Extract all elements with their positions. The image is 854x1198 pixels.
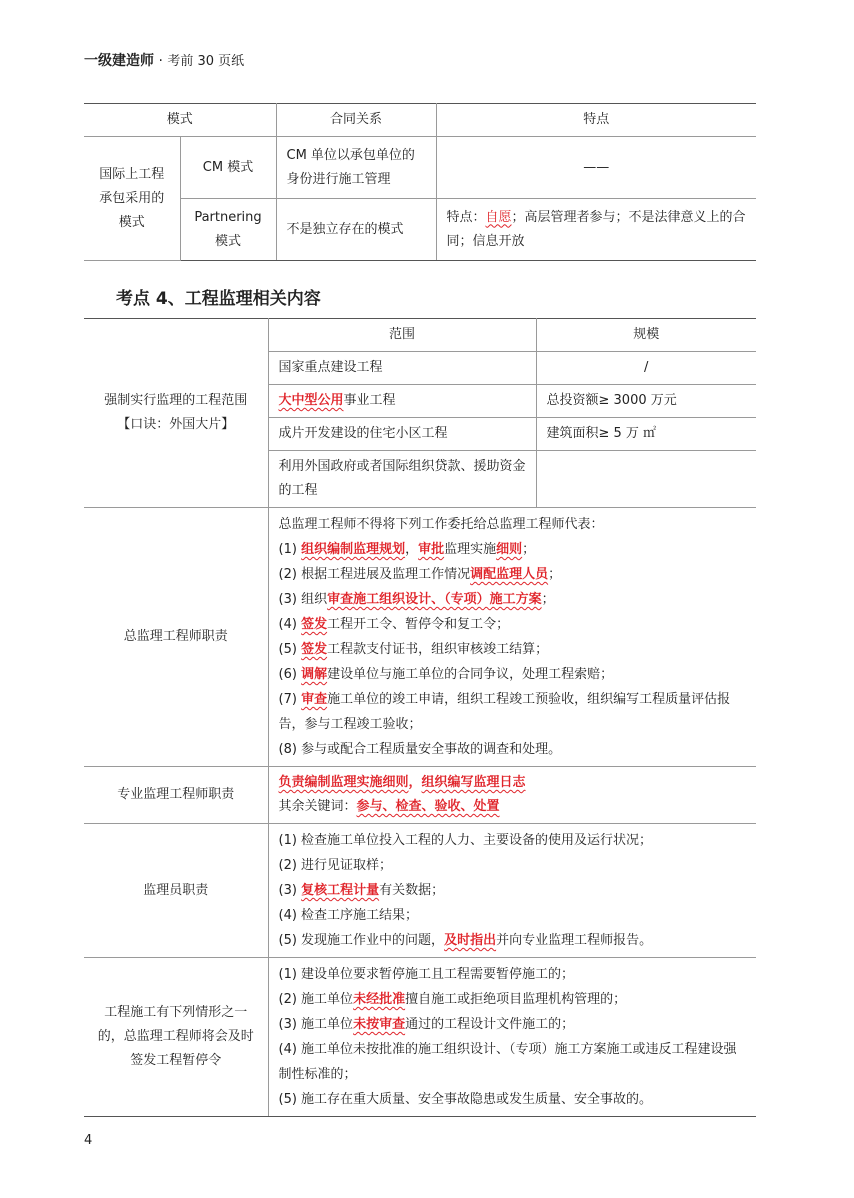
text: (5) 发现施工作业中的问题， [278, 933, 445, 948]
scope-cell: 利用外国政府或者国际组织贷款、援助资金的工程 [268, 451, 536, 508]
scale-cell [536, 451, 756, 508]
list-item [279, 587, 747, 612]
header-scale: 规模 [536, 319, 756, 352]
scale-cell: 建筑面积≥ 5 万 ㎡ [536, 418, 756, 451]
scope-label-cell [84, 319, 268, 508]
scale-cell: / [536, 352, 756, 385]
specialist-label: 专业监理工程师职责 [84, 767, 268, 824]
list-item: (1) 建设单位要求暂停施工且工程需要暂停施工的； [278, 967, 575, 982]
suspend-label: 工程施工有下列情形之一的，总监理工程师将会及时签发工程暂停令 [84, 958, 268, 1117]
item-number: (1) [278, 542, 297, 557]
list-item [279, 1012, 747, 1037]
item-number: (4) [278, 617, 297, 632]
text: 工程开工令、暂停令和复工令； [327, 617, 510, 632]
list-item [279, 771, 747, 795]
text: 根据工程进展及监理工作情况 [301, 567, 471, 582]
chief-label: 总监理工程师职责 [84, 508, 268, 767]
scope-cell [268, 385, 536, 418]
text: ， [405, 542, 419, 557]
feature-rest: ；高层管理者参与；不是法律意义上的合同；信息开放 [446, 209, 746, 249]
header-feature: 特点 [436, 104, 756, 137]
scope-rest: 事业工程 [343, 393, 396, 408]
text: 工程款支付证书，组织审核竣工结算； [327, 642, 549, 657]
chief-duties-row [84, 508, 756, 767]
specialist-duties-row [84, 767, 756, 824]
contract-cell: 不是独立存在的模式 [276, 199, 436, 261]
table-row [84, 199, 756, 261]
text: 有关数据； [379, 883, 445, 898]
highlight: 未按审查 [353, 1017, 406, 1032]
scope-cell: 国家重点建设工程 [268, 352, 536, 385]
item-number: (6) [278, 667, 297, 682]
header-contract: 合同关系 [276, 104, 436, 137]
highlight: 签发 [301, 642, 328, 657]
feature-cell [436, 199, 756, 261]
text: ； [541, 592, 555, 607]
text: 通过的工程设计文件施工的； [405, 1017, 575, 1032]
feature-highlight: 自愿 [485, 209, 512, 225]
list-item [279, 662, 747, 687]
text: 建设单位与施工单位的合同争议，处理工程索赔； [327, 667, 614, 682]
highlight: 调解 [301, 667, 328, 682]
item-number: (7) [278, 692, 297, 707]
suspend-conditions-cell [268, 958, 756, 1117]
supervision-table [84, 318, 756, 1117]
highlight: 组织编写监理日志 [421, 775, 526, 790]
suspend-order-row [84, 958, 756, 1117]
scope-cell: 成片开发建设的住宅小区工程 [268, 418, 536, 451]
text: 擅自施工或拒绝项目监理机构管理的； [405, 992, 627, 1007]
book-title: 一级建造师 [84, 53, 154, 69]
inspector-duties-row [84, 824, 756, 958]
list-item [279, 878, 747, 903]
highlight: 参与、检查、验收、处置 [356, 799, 500, 814]
specialist-duties-cell [268, 767, 756, 824]
text: ； [522, 542, 536, 557]
text: (3) 施工单位 [278, 1017, 354, 1032]
table-header-row [84, 104, 756, 137]
table-row [84, 137, 756, 199]
highlight: 审查施工组织设计、（专项）施工方案 [327, 592, 542, 607]
mode-cell: Partnering 模式 [180, 199, 276, 261]
contract-mode-table [84, 103, 756, 261]
scope-highlight: 大中型公用 [278, 393, 344, 408]
list-item: (5) 施工存在重大质量、安全事故隐患或发生质量、安全事故的。 [278, 1092, 653, 1107]
item-number: (3) [278, 592, 297, 607]
list-item: (4) 施工单位未按批准的施工组织设计、（专项）施工方案施工或违反工程建设强制性标准的； [278, 1042, 737, 1082]
text: ； [548, 567, 562, 582]
text: 其余关键词： [278, 799, 357, 814]
header-mode: 模式 [84, 104, 276, 137]
highlight: 复核工程计量 [301, 883, 380, 898]
text: ， [408, 775, 422, 790]
list-item [279, 562, 747, 587]
text: 监理实施 [444, 542, 497, 557]
header-subtitle: 考前 30 页纸 [167, 54, 245, 69]
chief-intro: 总监理工程师不得将下列工作委托给总监理工程师代表： [278, 517, 604, 532]
text: 并向专业监理工程师报告。 [496, 933, 653, 948]
inspector-label: 监理员职责 [84, 824, 268, 958]
text: 组织 [301, 592, 328, 607]
scope-mnemonic: 【口诀：外国大片】 [117, 417, 235, 432]
scope-label: 强制实行监理的工程范围 [104, 393, 248, 408]
chief-duties-cell [268, 508, 756, 767]
list-item [279, 612, 747, 637]
list-item [279, 737, 747, 762]
mode-cell: CM 模式 [180, 137, 276, 199]
feature-cell: —— [436, 137, 756, 199]
header-dot: · [158, 53, 163, 69]
text: 施工单位的竣工申请，组织工程竣工预验收，组织编写工程质量评估报告，参与工程竣工验收； [278, 692, 731, 732]
highlight: 未经批准 [353, 992, 406, 1007]
highlight: 组织编制监理规划 [301, 542, 406, 557]
feature-prefix: 特点： [446, 209, 486, 225]
list-item: (2) 进行见证取样； [278, 858, 393, 873]
highlight: 调配监理人员 [470, 567, 549, 582]
list-item [279, 795, 747, 819]
item-number: (5) [278, 642, 297, 657]
highlight: 负责编制监理实施细则 [278, 775, 409, 790]
highlight: 签发 [301, 617, 328, 632]
inspector-duties-cell [268, 824, 756, 958]
highlight: 细则 [496, 542, 523, 557]
list-item [279, 987, 747, 1012]
page-number: 4 [84, 1133, 93, 1148]
list-item [279, 687, 747, 737]
group-cell: 国际上工程承包采用的模式 [84, 137, 180, 261]
scale-cell: 总投资额≥ 3000 万元 [536, 385, 756, 418]
scope-header-row [84, 319, 756, 352]
header-scope: 范围 [268, 319, 536, 352]
contract-cell: CM 单位以承包单位的身份进行施工管理 [276, 137, 436, 199]
text: (2) 施工单位 [278, 992, 354, 1007]
highlight: 审批 [418, 542, 445, 557]
section-title: 考点 4、工程监理相关内容 [116, 289, 321, 309]
item-number: (3) [278, 883, 297, 898]
text: 参与或配合工程质量安全事故的调查和处理。 [301, 742, 562, 757]
running-header [84, 50, 244, 70]
list-item [279, 637, 747, 662]
list-item: (4) 检查工序施工结果； [278, 908, 419, 923]
list-item: (1) 检查施工单位投入工程的人力、主要设备的使用及运行状况； [278, 833, 653, 848]
highlight: 审查 [301, 692, 328, 707]
list-item [279, 928, 747, 953]
highlight: 及时指出 [444, 933, 497, 948]
item-number: (2) [278, 567, 297, 582]
item-number: (8) [278, 742, 297, 757]
list-item [279, 537, 747, 562]
